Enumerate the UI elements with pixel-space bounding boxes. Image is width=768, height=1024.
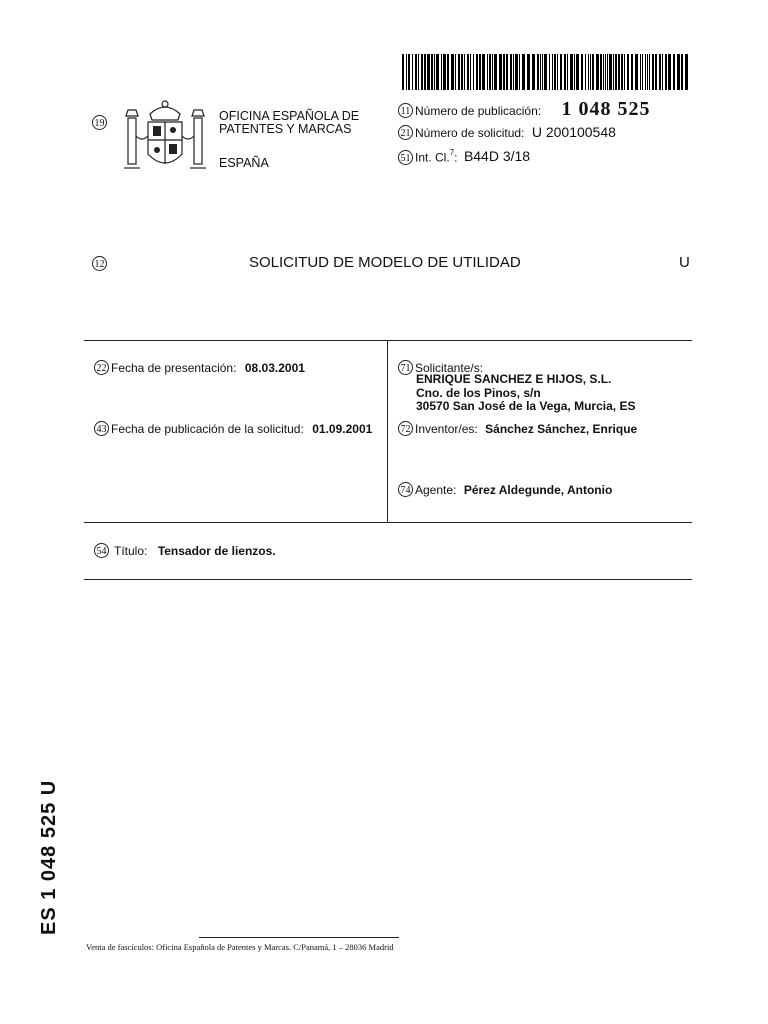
barcode-bar (581, 54, 583, 90)
int-cl-value: B44D 3/18 (463, 148, 531, 165)
barcode-bar (618, 54, 620, 90)
barcode-bar (647, 54, 648, 90)
coat-of-arms-icon (120, 96, 210, 182)
barcode (402, 54, 690, 90)
barcode-bar (537, 54, 539, 90)
agent-name: Pérez Aldegunde, Antonio (463, 483, 613, 497)
title-row: 54 Título: Tensador de lienzos. (94, 542, 276, 560)
barcode-bar (476, 54, 478, 90)
barcode-bar (418, 54, 419, 90)
publication-number-row: 11 Número de publicación: 1 048 525 (398, 98, 651, 121)
barcode-bar (447, 54, 449, 90)
office-name: OFICINA ESPAÑOLA DE PATENTES Y MARCAS (219, 109, 360, 136)
barcode-bar (570, 54, 573, 90)
barcode-bar (554, 54, 556, 90)
barcode-bar (635, 54, 638, 90)
barcode-bar (613, 54, 614, 90)
barcode-bar (631, 54, 633, 90)
barcode-bar (527, 54, 530, 90)
applicant-address-line1: Cno. de los Pinos, s/n (416, 385, 541, 400)
barcode-bar (482, 54, 485, 90)
publication-number: 1 048 525 (561, 98, 651, 120)
applicant-details (416, 373, 635, 414)
barcode-bar (408, 54, 410, 90)
barcode-bar (590, 54, 591, 90)
barcode-bar (487, 54, 488, 90)
barcode-bar (427, 54, 430, 90)
applicant-address-line2: 30570 San José de la Vega, Murcia, ES (416, 399, 636, 413)
invention-title: Tensador de lienzos. (157, 544, 276, 558)
barcode-bar (677, 54, 680, 90)
barcode-bar (467, 54, 469, 90)
barcode-bar (576, 54, 579, 90)
filing-date: 08.03.2001 (244, 361, 305, 375)
side-publication-number: ES 1 048 525 U (38, 779, 60, 935)
barcode-bar (434, 54, 435, 90)
barcode-bar (621, 54, 623, 90)
barcode-bar (473, 54, 474, 90)
field-code-19: 19 (92, 114, 109, 132)
int-cl-row: 51 Int. Cl.$^7$: B44D 3/18 (398, 148, 530, 166)
barcode-bar (681, 54, 683, 90)
barcode-bar (513, 54, 514, 90)
barcode-bar (567, 54, 568, 90)
barcode-bar (640, 54, 641, 90)
barcode-bar (624, 54, 625, 90)
barcode-bar (492, 54, 493, 90)
barcode-bar (655, 54, 657, 90)
barcode-bar (406, 54, 407, 90)
barcode-bar (560, 54, 562, 90)
barcode-bar (421, 54, 423, 90)
barcode-bar (503, 54, 505, 90)
barcode-bar (431, 54, 433, 90)
barcode-bar (494, 54, 497, 90)
inventor-row: 72 Inventor/es: Sánchez Sánchez, Enrique (398, 420, 637, 438)
barcode-bar (522, 54, 525, 90)
barcode-bar (443, 54, 446, 90)
barcode-bar (402, 54, 404, 90)
barcode-bar (415, 54, 417, 90)
barcode-bar (673, 54, 675, 90)
applicant-name: ENRIQUE SANCHEZ E HIJOS, S.L. (416, 372, 612, 386)
inventor-name: Sánchez Sánchez, Enrique (485, 422, 638, 436)
barcode-bar (479, 54, 481, 90)
barcode-bar (519, 54, 520, 90)
barcode-bar (564, 54, 566, 90)
barcode-bar (506, 54, 508, 90)
divider-top (84, 340, 692, 341)
barcode-bar (436, 54, 439, 90)
barcode-bar (455, 54, 456, 90)
divider-vertical (387, 340, 388, 522)
divider-bottom (84, 579, 692, 580)
filing-date-row: 22 Fecha de presentación: 08.03.2001 (94, 359, 305, 377)
publication-date: 01.09.2001 (312, 422, 373, 436)
barcode-bar (642, 54, 643, 90)
agent-row: 74 Agente: Pérez Aldegunde, Antonio (398, 481, 612, 499)
barcode-bar (557, 54, 558, 90)
document-type-title: SOLICITUD DE MODELO DE UTILIDAD (249, 254, 521, 271)
barcode-bar (510, 54, 512, 90)
divider-middle (84, 522, 692, 523)
barcode-bar (607, 54, 608, 90)
barcode-bar (540, 54, 541, 90)
application-number-row: 21 Número de solicitud: U 200100548 (398, 124, 616, 142)
footer-rule (199, 937, 399, 938)
barcode-bar (662, 54, 663, 90)
barcode-bar (451, 54, 454, 90)
barcode-bar (549, 54, 550, 90)
barcode-bar (461, 54, 463, 90)
barcode-bar (592, 54, 594, 90)
barcode-bar (649, 54, 650, 90)
barcode-bar (499, 54, 502, 90)
barcode-bar (668, 54, 671, 90)
barcode-bar (665, 54, 667, 90)
barcode-bar (515, 54, 518, 90)
barcode-bar (652, 54, 654, 90)
barcode-bar (542, 54, 543, 90)
barcode-bar (470, 54, 471, 90)
barcode-bar (574, 54, 575, 90)
application-number: U 200100548 (531, 124, 616, 140)
country-name: ESPAÑA (219, 156, 269, 170)
barcode-bar (603, 54, 604, 90)
barcode-bar (615, 54, 617, 90)
barcode-bar (489, 54, 491, 90)
barcode-bar (458, 54, 460, 90)
field-code-12: 12 (92, 255, 109, 273)
barcode-bar (441, 54, 442, 90)
footer-sales-note: Venta de fascículos: Oficina Española de Patentes y Marcas. C/Panamá, 1 – 28036 Madrid (86, 942, 394, 952)
barcode-bar (424, 54, 426, 90)
barcode-bar (588, 54, 589, 90)
barcode-bar (659, 54, 661, 90)
applicant-block: 71 Solicitante/s: (398, 359, 483, 377)
barcode-bar (600, 54, 602, 90)
publication-date-row: 43 Fecha de publicación de la solicitud: 01.09.2001 (94, 420, 372, 438)
barcode-bar (645, 54, 646, 90)
barcode-bar (627, 54, 629, 90)
barcode-bar (532, 54, 535, 90)
barcode-bar (605, 54, 606, 90)
document-kind: U (679, 254, 690, 271)
barcode-bar (552, 54, 553, 90)
barcode-bar (685, 54, 688, 90)
barcode-bar (464, 54, 465, 90)
barcode-bar (609, 54, 612, 90)
barcode-bar (596, 54, 599, 90)
barcode-bar (544, 54, 547, 90)
barcode-bar (412, 54, 413, 90)
barcode-bar (585, 54, 586, 90)
